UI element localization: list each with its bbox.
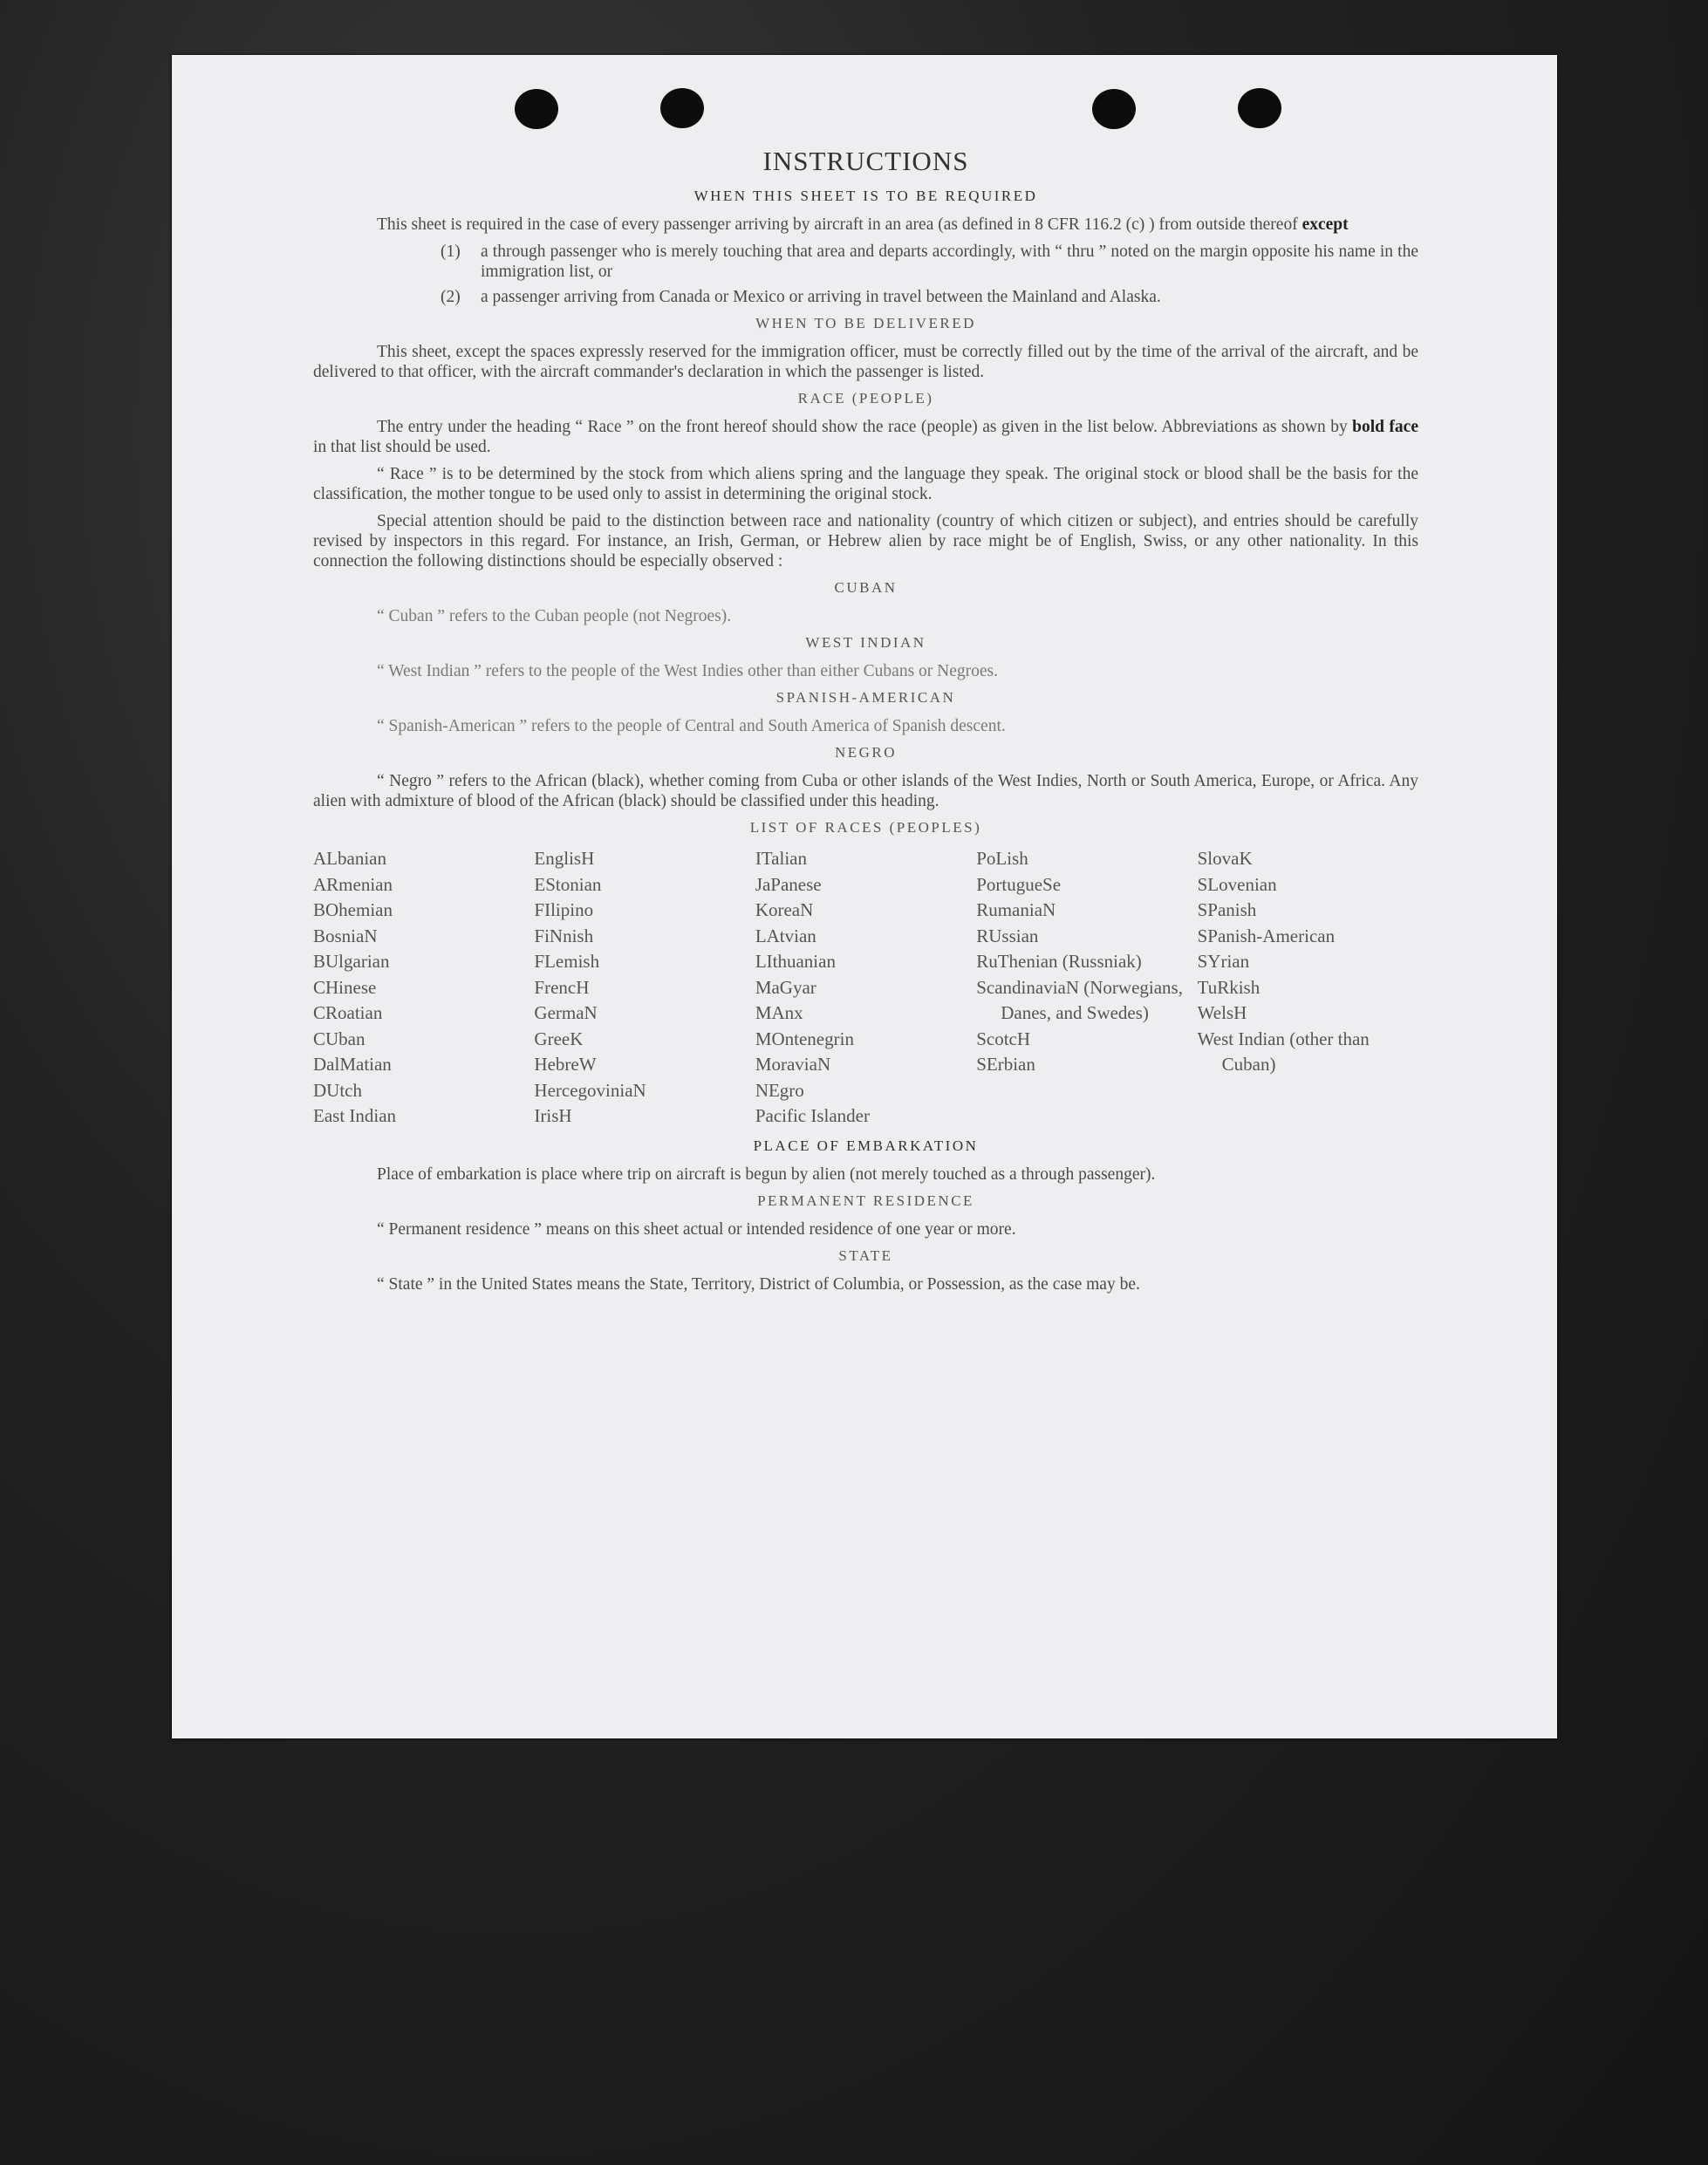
section-heading-state: STATE [838,1246,893,1264]
race-entry: SErbian [976,1054,1035,1075]
race-entry: DUtch [313,1079,362,1101]
section-heading-west-indian: WEST INDIAN [805,634,926,651]
section-heading-embarkation: PLACE OF EMBARKATION [753,1137,979,1154]
race-entry: SPanish-American [1197,925,1336,946]
race-entry: HercegoviniaN [534,1079,646,1101]
section-heading-required: WHEN THIS SHEET IS TO BE REQUIRED [693,188,1038,204]
required-exception-1: (1) a through passenger who is merely touching that area and departs accordingly, with “ thru ” noted on the margin opposite his name in the immigration list, or [441,242,1418,281]
race-entry: CUban [313,1028,366,1049]
race-entry: CRoatian [313,1002,383,1023]
race-entry: ALbanian [313,848,386,869]
race-entry: SlovaK [1197,848,1253,869]
race-entry: EStonian [534,873,602,895]
page-title: INSTRUCTIONS [762,146,969,176]
race-entry: EnglisH [534,848,595,869]
race-entry: GreeK [534,1028,584,1049]
race-entry: MOntenegrin [755,1028,854,1049]
residence-text: “ Permanent residence ” means on this sheet actual or intended residence of one year or more. [377,1219,1016,1239]
document-body [313,147,1418,1301]
race-entry: Pacific Islander [755,1105,871,1126]
section-heading-spanish-american: SPANISH-AMERICAN [775,689,956,706]
race-entry: BUlgarian [313,951,390,972]
required-exception-2: (2) a passenger arriving from Canada or Mexico or arriving in travel between the Mainland and Alaska. [441,288,1161,306]
race-entry: JaPanese [755,873,822,895]
race-entry: ScandinaviaN (Norwegians, Danes, and Swedes) [976,976,1183,1023]
race-entry: IrisH [534,1105,572,1126]
state-text: “ State ” in the United States means the State, Territory, District of Columbia, or Possession, as the case may be. [377,1274,1140,1294]
race-entry: ITalian [755,848,807,869]
section-heading-negro: NEGRO [834,744,898,761]
race-paragraph-2: “ Race ” is to be determined by the stock from which aliens spring and the language they speak. The original stock or blood shall be the basis for the classification, the mother tongue to be used only to assist in determining the original stock. [313,465,1418,503]
section-heading-delivered: WHEN TO BE DELIVERED [755,315,976,331]
race-entry: FiNnish [534,925,594,946]
race-entry: LAtvian [755,925,816,946]
section-heading-race: RACE (PEOPLE) [797,390,934,406]
race-entry: FIlipino [534,899,594,920]
race-entry: SPanish [1197,899,1257,920]
race-entry: FrencH [534,976,590,998]
race-entry: PoLish [976,848,1028,869]
section-heading-list-of-races: LIST OF RACES (PEOPLES) [749,819,982,836]
races-column [976,846,1197,1130]
race-entry: SYrian [1197,951,1250,972]
race-entry: ScotcH [976,1028,1031,1049]
race-entry: MaGyar [755,976,816,998]
races-column [755,846,976,1130]
punch-hole [660,88,704,128]
race-entry: BOhemian [313,899,393,920]
spanish-american-text: “ Spanish-American ” refers to the people of Central and South America of Spanish descent. [377,717,1006,735]
instruction-sheet [172,55,1557,1738]
race-entry: DalMatian [313,1054,392,1075]
race-entry: SLovenian [1197,873,1277,895]
race-paragraph-3: Special attention should be paid to the distinction between race and nationality (country of which citizen or subject), and entries should be carefully revised by inspectors in this regard. For instance, an Irish, German, or Hebrew alien by race might be of English, Swiss, or any other nationality. In this connection the following distinctions should be especially observed : [313,512,1418,570]
race-entry: LIthuanian [755,951,836,972]
race-entry: FLemish [534,951,600,972]
punch-hole [515,89,558,129]
embarkation-text: Place of embarkation is place where trip on aircraft is begun by alien (not merely touched as a through passenger). [377,1164,1156,1184]
section-heading-residence: PERMANENT RESIDENCE [757,1192,974,1209]
punch-hole [1092,89,1136,129]
races-column [313,846,534,1130]
races-column [534,846,755,1130]
race-entry: HebreW [534,1054,597,1075]
section-heading-cuban: CUBAN [834,579,898,596]
race-entry: RumaniaN [976,899,1056,920]
race-entry: ARmenian [313,873,393,895]
negro-text: “ Negro ” refers to the African (black), whether coming from Cuba or other islands of the West Indies, North or South America, Europe, or Africa. Any alien with admixture of blood of the African (black) should be classified under this heading. [313,772,1418,810]
required-intro: This sheet is required in the case of every passenger arriving by aircraft in an area (as defined in 8 CFR 116.2 (c) ) from outside thereof except [377,215,1349,234]
race-entry: WelsH [1197,1002,1247,1023]
race-entry: KoreaN [755,899,814,920]
race-entry: PortugueSe [976,873,1062,895]
cuban-text: “ Cuban ” refers to the Cuban people (not Negroes). [377,607,732,625]
races-column [1198,846,1418,1130]
races-list [313,846,1418,1130]
race-paragraph-1: The entry under the heading “ Race ” on the front hereof should show the race (people) as given in the list below. Abbreviations as shown by bold face in that list should be used. [313,418,1418,456]
west-indian-text: “ West Indian ” refers to the people of the West Indies other than either Cubans or Negroes. [377,662,998,680]
race-entry: GermaN [534,1002,598,1023]
punch-hole [1238,88,1281,128]
race-entry: RUssian [976,925,1039,946]
race-entry: NEgro [755,1079,804,1101]
race-entry: CHinese [313,976,377,998]
race-entry: West Indian (other than Cuban) [1197,1028,1370,1075]
race-entry: RuThenian (Russniak) [976,951,1142,972]
race-entry: BosniaN [313,925,378,946]
race-entry: MAnx [755,1002,803,1023]
delivered-text: This sheet, except the spaces expressly reserved for the immigration officer, must be correctly filled out by the time of the arrival of the aircraft, and be delivered to that officer, with the aircraft commander's declaration in which the passenger is listed. [313,343,1418,381]
race-entry: East Indian [313,1105,397,1126]
race-entry: TuRkish [1197,976,1261,998]
race-entry: MoraviaN [755,1054,831,1075]
